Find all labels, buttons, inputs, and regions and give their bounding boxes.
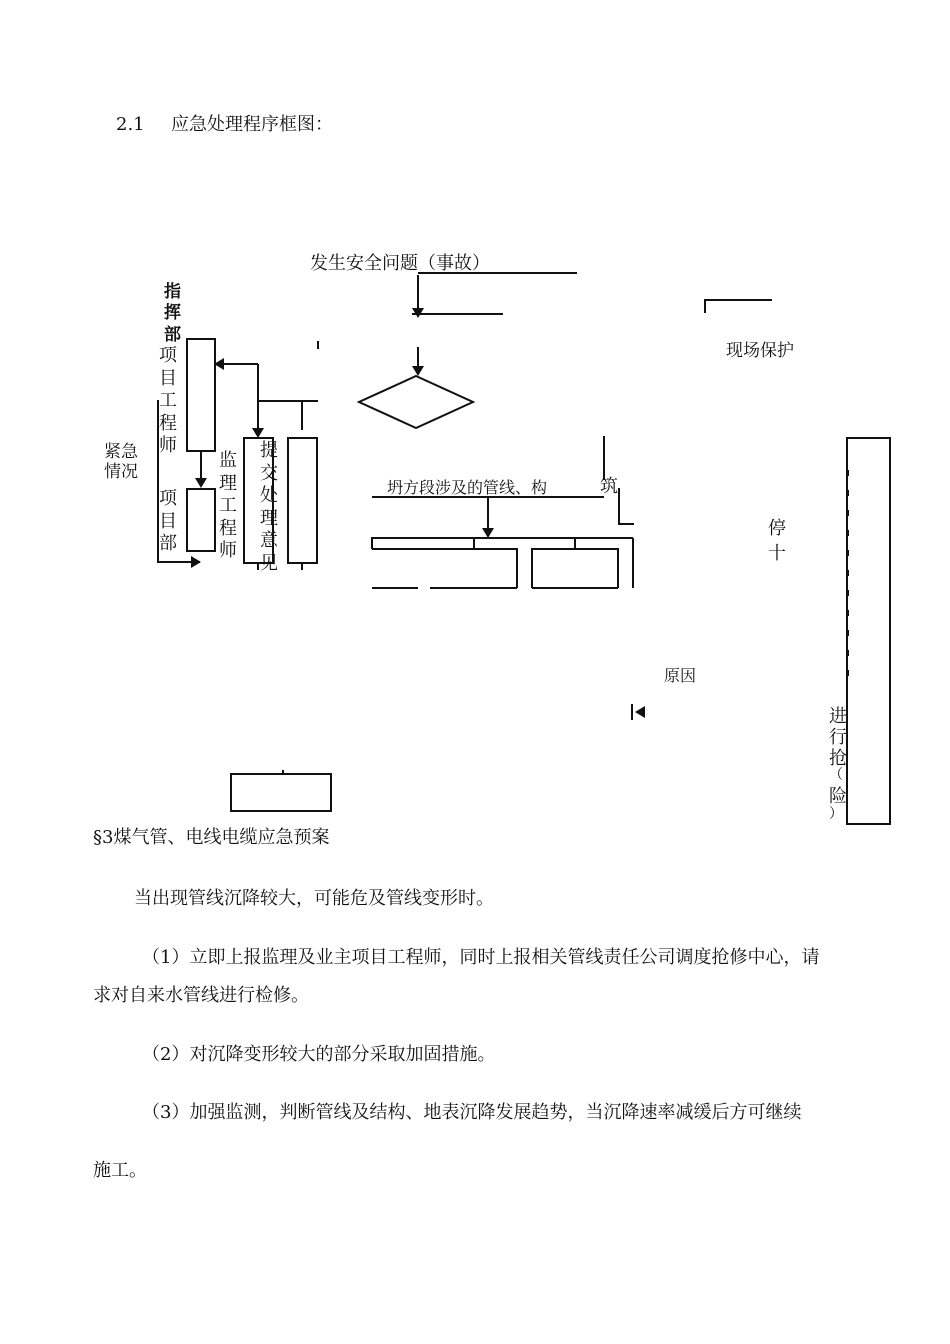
paragraph-item1-line2: 求对自来水管线进行检修。	[93, 985, 309, 1006]
reason-label: 原因	[664, 666, 697, 685]
project-engineer-label: 项目工程师	[159, 345, 177, 456]
row-top-line	[372, 538, 633, 549]
side-box	[287, 437, 318, 564]
section-title: 应急处理程序框图：	[171, 114, 333, 135]
site-protect-bracket	[705, 300, 772, 313]
section-number: 2.1	[116, 114, 145, 135]
stop-char: 停	[768, 518, 786, 539]
rescue-char-4: （	[829, 767, 843, 783]
building-char: 筑	[600, 476, 618, 497]
arrow-head-project-dept	[191, 556, 201, 568]
top-label: 发生安全问题（事故）	[310, 253, 490, 274]
arrow-head-pipeline	[482, 528, 494, 538]
section3-title: §3煤气管、电线电缆应急预案	[93, 827, 330, 848]
supervisor-box	[186, 488, 216, 552]
arrow-head-reason	[635, 706, 645, 718]
emergency-label: 紧急情况	[104, 442, 138, 483]
arrow-head-diamond	[412, 366, 424, 376]
paragraph-item2: （2）对沉降变形较大的部分采取加固措施。	[142, 1044, 496, 1065]
rescue-char-3: 抢	[829, 748, 847, 769]
paragraph-intro: 当出现管线沉降较大，可能危及管线变形时。	[134, 888, 494, 909]
submit-opinion-label: 提交处理意见	[260, 440, 278, 574]
rescue-char-2: 行	[829, 727, 847, 748]
project-engineer-box	[186, 338, 216, 452]
pipeline-label: 坍方段涉及的管线、构	[387, 478, 548, 497]
building-bracket	[619, 488, 634, 524]
rescue-char-1: 进	[829, 706, 847, 727]
rescue-char-5: 险	[829, 786, 847, 807]
supervisor-label: 监理工程师	[219, 450, 237, 561]
decision-diamond	[359, 376, 473, 428]
paragraph-item3-line1: （3）加强监测，判断管线及结构、地表沉降发展趋势，当沉降速率减缓后方可继续	[142, 1102, 802, 1123]
right-long-box	[846, 437, 891, 825]
rescue-char-6: ）	[829, 806, 843, 822]
paragraph-item1-line1: （1）立即上报监理及业主项目工程师，同时上报相关管线责任公司调度抢修中心，请	[142, 947, 820, 968]
plus-char: 十	[768, 543, 786, 564]
bottom-empty-box	[230, 773, 332, 812]
site-protect-label: 现场保护	[726, 341, 794, 361]
command-label: 指挥部	[164, 282, 181, 345]
project-dept-label: 项目部	[159, 488, 177, 554]
row-box3	[532, 549, 618, 588]
paragraph-item3-line2: 施工。	[93, 1160, 147, 1181]
arrow-head-supervisor	[195, 478, 207, 488]
row-box2	[430, 549, 517, 588]
